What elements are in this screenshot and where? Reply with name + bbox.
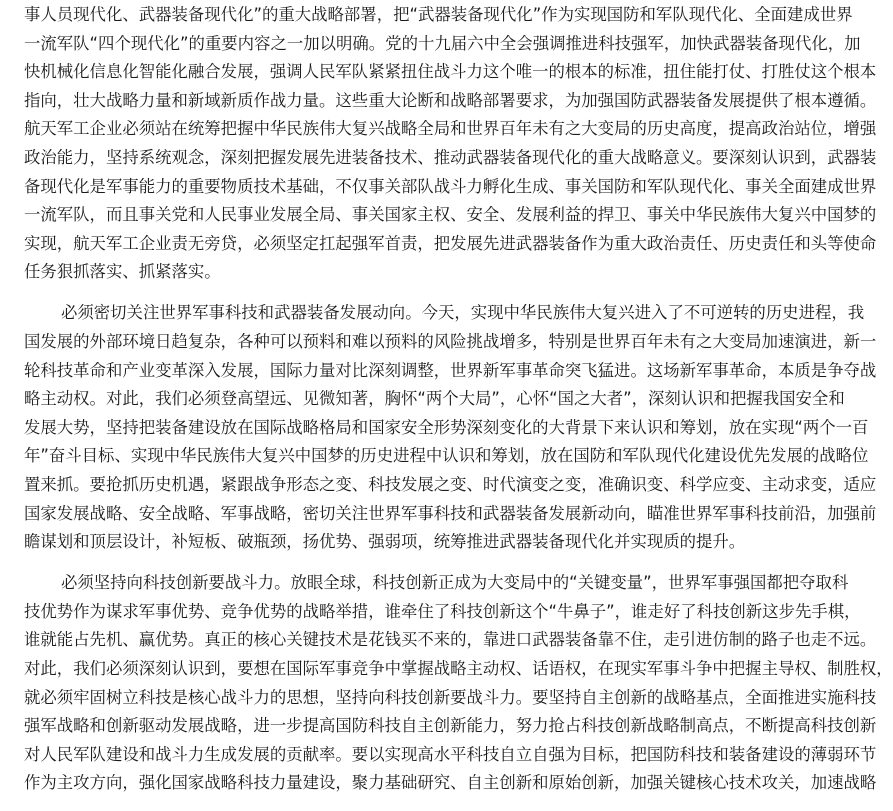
text-line: 快机械化信息化智能化融合发展，强调人民军队紧紧扭住战斗力这个唯一的根本的标准，扭住能打仗、打胜仗这个根本 xyxy=(24,62,877,82)
text-line: 必须密切关注世界军事科技和武器装备发展动向。今天，实现中华民族伟大复兴进入了不可逆转的历史进程，我 xyxy=(61,303,865,323)
text-line: 航天军工企业必须站在统筹把握中华民族伟大复兴战略全局和世界百年未有之大变局的历史高度，提高政治站位，增强 xyxy=(24,119,877,139)
text-line: 任务狠抓落实、抓紧落实。 xyxy=(24,262,221,282)
text-line: 政治能力，坚持系统观念，深刻把握发展先进装备技术、推动武器装备现代化的重大战略意义。要深刻认识到，武器装 xyxy=(24,147,877,167)
paragraph xyxy=(24,1,877,287)
text-line: 国家发展战略、安全战略、军事战略，密切关注世界军事科技和武器装备发展新动向，瞄准世界军事科技前沿，加强前 xyxy=(24,503,877,523)
text-line: 对此，我们必须深刻认识到，要想在国际军事竞争中掌握战略主动权、话语权，在现实军事斗争中把握主导权、制胜权， xyxy=(24,659,893,679)
text-line: 轮科技革命和产业变革深入发展，国际力量对比深刻调整，世界新军事革命突飞猛进。这场新军事革命，本质是争夺战 xyxy=(24,360,877,380)
text-line: 就必须牢固树立科技是核心战斗力的思想，坚持向科技创新要战斗力。要坚持自主创新的战略基点，全面推进实施科技 xyxy=(24,687,877,707)
text-line: 必须坚持向科技创新要战斗力。放眼全球，科技创新正成为大变局中的“关键变量”，世界军事强国都把夺取科 xyxy=(61,573,849,593)
text-line: 实现，航天军工企业责无旁贷，必须坚定扛起强军首责，把发展先进武器装备作为重大政治责任、历史责任和头等使命 xyxy=(24,233,877,253)
text-line: 备现代化是军事能力的重要物质技术基础，不仅事关部队战斗力孵化生成、事关国防和军队现代化、事关全面建成世界 xyxy=(24,176,877,196)
text-line: 谁就能占先机、赢优势。真正的核心关键技术是花钱买不来的，靠进口武器装备靠不住，走引进仿制的路子也走不远。 xyxy=(24,630,877,650)
text-line: 强军战略和创新驱动发展战略，进一步提高国防科技自主创新能力，努力抢占科技创新战略制高点，不断提高科技创新 xyxy=(24,716,877,736)
text-line: 事人员现代化、武器装备现代化”的重大战略部署，把“武器装备现代化”作为实现国防和军队现代化、全面建成世界 xyxy=(24,5,853,24)
text-line: 年”奋斗目标、实现中华民族伟大复兴中国梦的历史进程中认识和筹划，放在国防和军队现代化建设优先发展的战略位 xyxy=(24,446,869,466)
text-line: 一流军队，而且事关党和人民事业发展全局、事关国家主权、安全、发展利益的捍卫、事关中华民族伟大复兴中国梦的 xyxy=(24,205,877,225)
text-line: 发展大势，坚持把装备建设放在国际战略格局和国家安全形势深刻变化的大背景下来认识和筹划，放在实现“两个一百 xyxy=(24,417,869,437)
document-body xyxy=(24,1,893,811)
text-line: 国发展的外部环境日趋复杂，各种可以预料和难以预料的风险挑战增多，特别是世界百年未有之大变局加速演进，新一 xyxy=(24,332,877,352)
text-line: 对人民军队建设和战斗力生成发展的贡献率。要以实现高水平科技自立自强为目标，把国防科技和装备建设的薄弱环节 xyxy=(24,744,877,764)
text-line: 一流军队“四个现代化”的重要内容之一加以明确。党的十九届六中全会强调推进科技强军，加快武器装备现代化，加 xyxy=(24,33,861,53)
text-line: 略主动权。对此，我们必须登高望远、见微知著，胸怀“两个大局”，心怀“国之大者”，深刻认识和把握我国安全和 xyxy=(24,389,845,409)
paragraph xyxy=(24,299,877,556)
text-line: 作为主攻方向，强化国家战略科技力量建设，聚力基础研究、自主创新和原始创新，加强关键核心技术攻关，加速战略 xyxy=(24,773,877,793)
paragraph xyxy=(24,569,893,798)
text-line: 置来抓。要抢抓历史机遇，紧跟战争形态之变、科技发展之变、时代演变之变，准确识变、科学应变、主动求变，适应 xyxy=(24,475,877,494)
text-line: 瞻谋划和顶层设计，补短板、破瓶颈，扬优势、强弱项，统筹推进武器装备现代化并实现质的提升。 xyxy=(24,532,746,552)
text-line: 指向，壮大战略力量和新域新质作战力量。这些重大论断和战略部署要求，为加强国防武器装备发展提供了根本遵循。 xyxy=(24,90,877,110)
text-line: 技优势作为谋求军事优势、竞争优势的战略举措，谁牵住了科技创新这个“牛鼻子”，谁走好了科技创新这步先手棋， xyxy=(24,601,861,621)
